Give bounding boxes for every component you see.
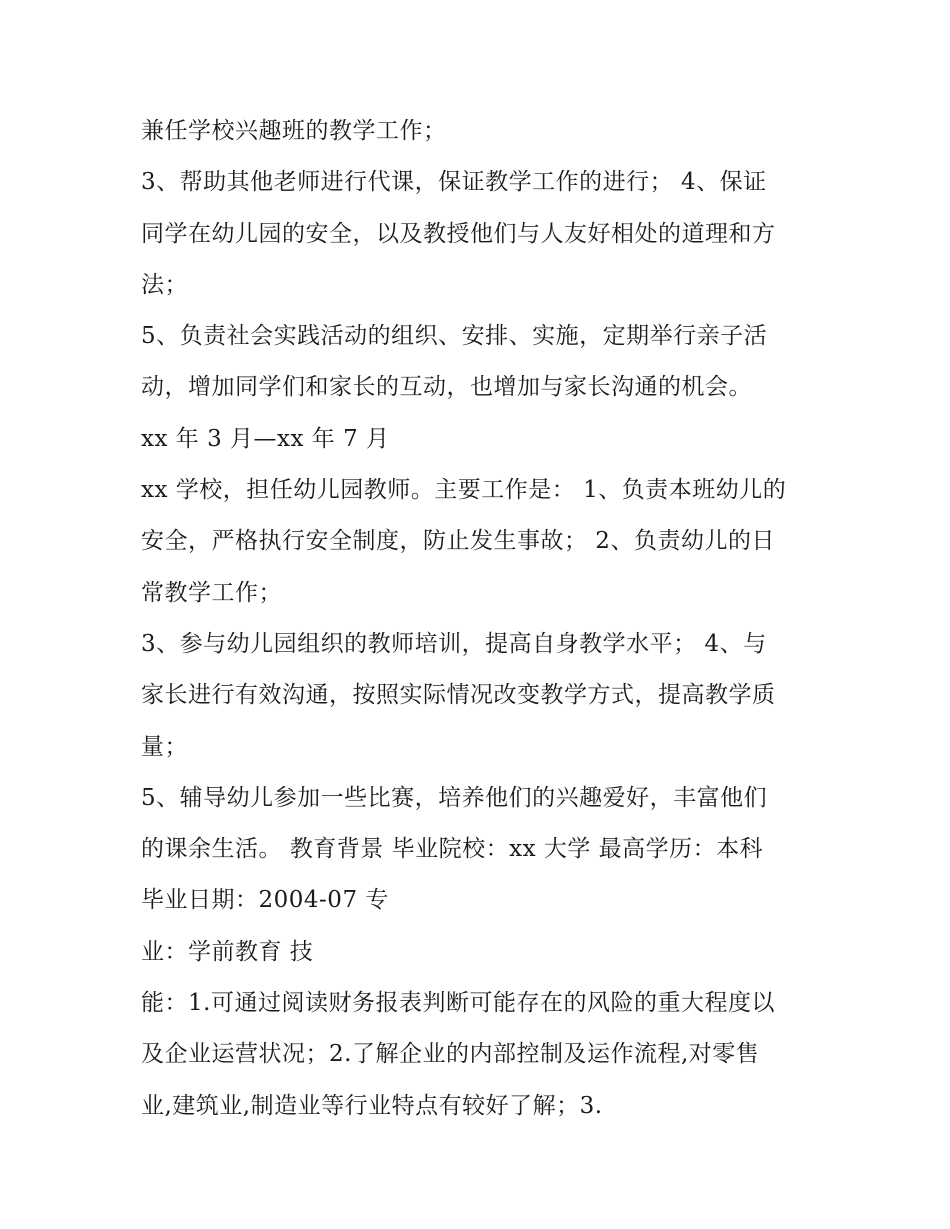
text-line: 法； — [141, 271, 188, 298]
body-text — [141, 106, 821, 1132]
text-line: 家长进行有效沟通，按照实际情况改变教学方式，提高教学质 — [141, 682, 776, 709]
text-line: 毕业日期：2004-07 专 — [141, 887, 389, 914]
text-line: 5、辅导幼儿参加一些比赛，培养他们的兴趣爱好，丰富他们 — [141, 784, 768, 811]
text-line: 业,建筑业,制造业等行业特点有较好了解；3. — [141, 1092, 603, 1119]
text-line: 3、帮助其他老师进行代课，保证教学工作的进行； 4、保证 — [141, 169, 767, 196]
text-line: 业：学前教育 技 — [141, 938, 314, 965]
text-line: xx 学校，担任幼儿园教师。主要工作是： 1、负责本班幼儿的 — [141, 477, 787, 504]
text-line: 同学在幼儿园的安全，以及教授他们与人友好相处的道理和方 — [141, 220, 776, 247]
text-line: 的课余生活。 教育背景 毕业院校：xx 大学 最高学历：本科 — [141, 836, 764, 863]
text-line: 兼任学校兴趣班的教学工作； — [141, 118, 447, 144]
text-line: xx 年 3 月—xx 年 7 月 — [141, 425, 390, 452]
text-line: 动，增加同学们和家长的互动，也增加与家长沟通的机会。 — [141, 374, 752, 401]
text-line: 5、负责社会实践活动的组织、安排、实施，定期举行亲子活 — [141, 323, 768, 350]
text-line: 3、参与幼儿园组织的教师培训，提高自身教学水平； 4、与 — [141, 630, 767, 657]
text-line: 及企业运营状况；2.了解企业的内部控制及运作流程,对零售 — [141, 1041, 760, 1068]
text-line: 常教学工作； — [141, 579, 282, 606]
text-line: 能：1.可通过阅读财务报表判断可能存在的风险的重大程度以 — [141, 990, 775, 1017]
text-line: 量； — [141, 733, 188, 760]
text-line: 安全，严格执行安全制度，防止发生事故； 2、负责幼儿的日 — [141, 528, 775, 555]
